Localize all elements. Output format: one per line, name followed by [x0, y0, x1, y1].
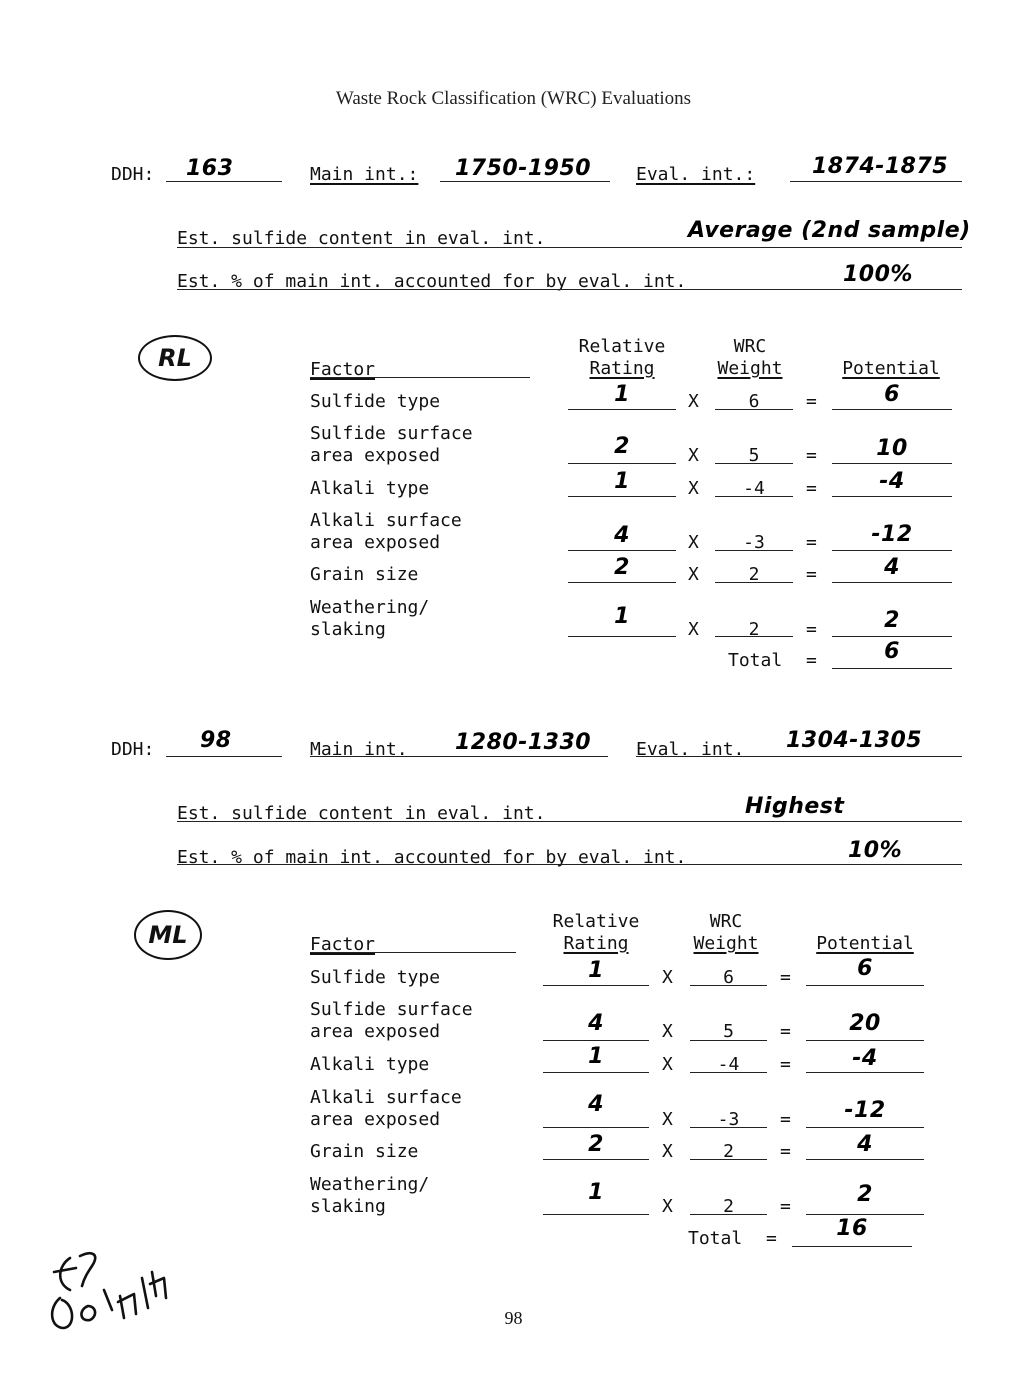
ddh-label: DDH:: [111, 739, 155, 760]
page-number: 98: [504, 1308, 523, 1328]
multiply-sign: X: [662, 1141, 673, 1162]
total-label: Total: [688, 1228, 743, 1249]
multiply-sign: X: [688, 478, 699, 499]
factor-label: Grain size: [310, 1141, 419, 1162]
ddh-value: 98: [200, 728, 232, 753]
weight-value: 6: [748, 391, 760, 412]
factor-header: Factor: [310, 359, 376, 380]
potential-value: 4: [857, 1132, 873, 1157]
sulfide-content-value: Average (2nd sample): [688, 218, 971, 243]
factor-label: Weathering/: [310, 1174, 430, 1195]
total-label: Total: [728, 650, 783, 671]
page-title: Waste Rock Classification (WRC) Evaluations: [335, 88, 692, 109]
est-sulfide-label: Est. sulfide content in eval. int.: [177, 228, 546, 249]
factor-label-line2: slaking: [310, 1196, 386, 1217]
potential-value: 6: [857, 956, 873, 981]
pct-accounted-value: 100%: [843, 262, 913, 287]
factor-label: Alkali type: [310, 478, 430, 499]
classification-code: ML: [148, 921, 188, 949]
potential-value: 6: [884, 382, 900, 407]
potential-header: Potential: [816, 933, 914, 954]
factor-label: Sulfide type: [310, 967, 441, 988]
multiply-sign: X: [662, 967, 673, 988]
classification-code: RL: [158, 344, 192, 372]
equals-sign: =: [766, 1228, 777, 1249]
rating-value: 1: [614, 604, 630, 629]
rating-header: Rating: [589, 358, 655, 379]
rating-value: 4: [588, 1011, 604, 1036]
rating-value: 4: [588, 1092, 604, 1117]
rating-header: Rating: [563, 933, 629, 954]
equals-sign: =: [780, 1021, 791, 1042]
weight-value: 5: [748, 445, 760, 466]
factor-label-line2: area exposed: [310, 532, 441, 553]
rating-value: 2: [614, 555, 630, 580]
multiply-sign: X: [688, 391, 699, 412]
rating-value: 1: [614, 382, 630, 407]
potential-value: 2: [857, 1182, 873, 1207]
equals-sign: =: [806, 445, 817, 466]
factor-label-line2: area exposed: [310, 1109, 441, 1130]
potential-value: 10: [876, 436, 908, 461]
est-pct-label: Est. % of main int. accounted for by eval. int.: [177, 271, 687, 292]
factor-label: Sulfide surface: [310, 423, 473, 444]
classification-code-circle: [138, 335, 212, 381]
equals-sign: =: [780, 1109, 791, 1130]
equals-sign: =: [806, 478, 817, 499]
multiply-sign: X: [662, 1054, 673, 1075]
main-int-label: Main int.:: [310, 164, 419, 185]
classification-code-circle: [134, 910, 202, 960]
potential-value: 4: [884, 555, 900, 580]
potential-value: -4: [852, 1046, 878, 1071]
pct-accounted-value: 10%: [848, 838, 903, 863]
weight-value: -4: [717, 1054, 740, 1075]
rating-value: 1: [588, 1180, 604, 1205]
factor-label-line2: area exposed: [310, 445, 441, 466]
factor-label: Sulfide surface: [310, 999, 473, 1020]
potential-header: Potential: [842, 358, 940, 379]
equals-sign: =: [780, 1141, 791, 1162]
weight-header: Weight: [693, 933, 759, 954]
multiply-sign: X: [688, 564, 699, 585]
wrc-header: WRC: [733, 336, 767, 357]
eval-int-label: Eval. int.:: [636, 164, 756, 185]
equals-sign: =: [806, 564, 817, 585]
factor-label: Weathering/: [310, 597, 430, 618]
est-pct-label: Est. % of main int. accounted for by eval. int.: [177, 847, 687, 868]
weight-value: 6: [723, 967, 734, 988]
equals-sign: =: [806, 650, 817, 671]
equals-sign: =: [780, 967, 791, 988]
rating-value: 2: [614, 434, 630, 459]
potential-value: 20: [849, 1011, 881, 1036]
weight-value: 2: [748, 619, 760, 640]
handwritten-initials-signature: [40, 1238, 190, 1348]
factor-label-line2: area exposed: [310, 1021, 441, 1042]
eval-int-value: 1304-1305: [786, 728, 923, 753]
multiply-sign: X: [688, 532, 699, 553]
relative-header: Relative: [578, 336, 666, 357]
weight-value: 5: [723, 1021, 734, 1042]
wrc-header: WRC: [709, 911, 743, 932]
weight-value: 2: [748, 564, 760, 585]
factor-label: Alkali surface: [310, 1087, 462, 1108]
weight-value: -3: [743, 532, 765, 553]
potential-value: 2: [884, 608, 900, 633]
total-value: 16: [836, 1216, 868, 1241]
factor-label: Alkali surface: [310, 510, 462, 531]
multiply-sign: X: [662, 1196, 673, 1217]
weight-header: Weight: [717, 358, 783, 379]
factor-label: Grain size: [310, 564, 419, 585]
weight-value: 2: [723, 1196, 734, 1217]
eval-int-label: Eval. int.: [636, 739, 745, 760]
rating-value: 2: [588, 1132, 604, 1157]
eval-int-value: 1874-1875: [812, 154, 949, 179]
equals-sign: =: [780, 1054, 791, 1075]
main-int-value: 1750-1950: [455, 156, 592, 181]
equals-sign: =: [806, 391, 817, 412]
main-int-value: 1280-1330: [455, 730, 592, 755]
rating-value: 1: [588, 958, 604, 983]
rating-value: 1: [588, 1044, 604, 1069]
weight-value: 2: [723, 1141, 734, 1162]
factor-label: Sulfide type: [310, 391, 441, 412]
est-sulfide-label: Est. sulfide content in eval. int.: [177, 803, 546, 824]
factor-label: Alkali type: [310, 1054, 430, 1075]
sulfide-content-value: Highest: [745, 794, 845, 819]
potential-value: -12: [871, 522, 913, 547]
main-int-label: Main int.: [310, 739, 408, 760]
factor-label-line2: slaking: [310, 619, 386, 640]
ddh-label: DDH:: [111, 164, 155, 185]
factor-header: Factor: [310, 934, 376, 955]
potential-value: -4: [879, 469, 905, 494]
rating-value: 1: [614, 469, 630, 494]
multiply-sign: X: [688, 619, 699, 640]
rating-value: 4: [614, 523, 630, 548]
multiply-sign: X: [688, 445, 699, 466]
multiply-sign: X: [662, 1021, 673, 1042]
equals-sign: =: [806, 619, 817, 640]
total-value: 6: [884, 639, 900, 664]
relative-header: Relative: [552, 911, 640, 932]
equals-sign: =: [806, 532, 817, 553]
weight-value: -4: [743, 478, 765, 499]
multiply-sign: X: [662, 1109, 673, 1130]
potential-value: -12: [844, 1098, 886, 1123]
ddh-value: 163: [186, 156, 234, 181]
weight-value: -3: [717, 1109, 740, 1130]
equals-sign: =: [780, 1196, 791, 1217]
